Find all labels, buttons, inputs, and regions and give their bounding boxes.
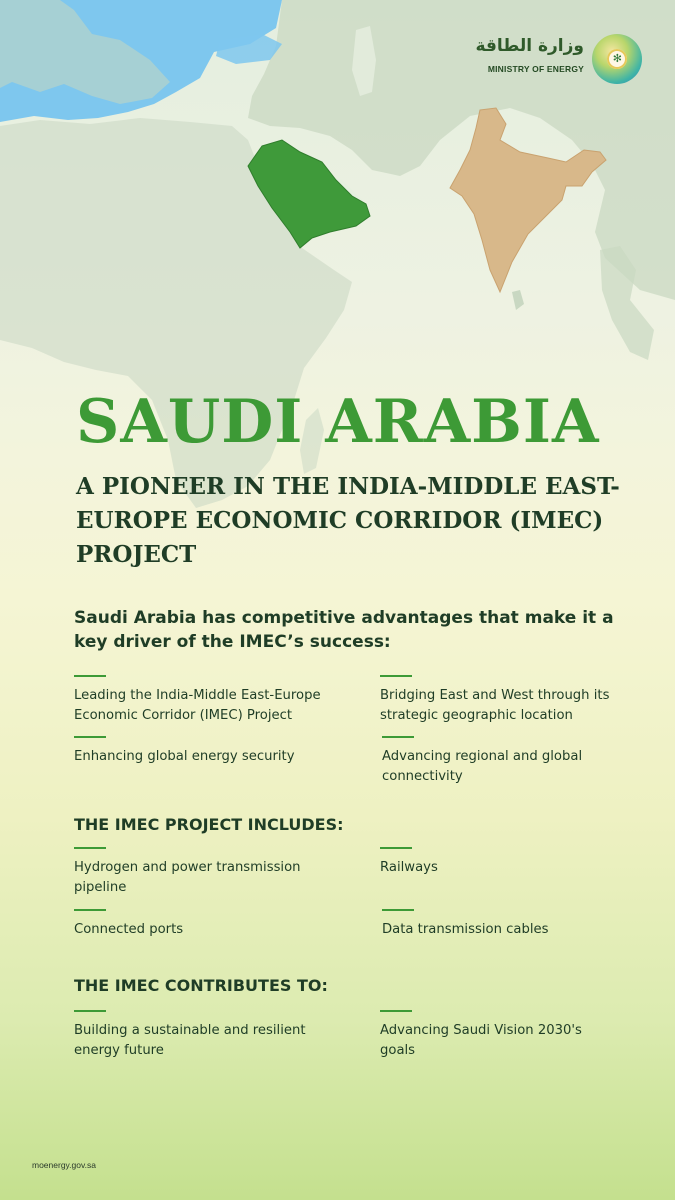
advantage-item [74,675,344,726]
contributes-item [74,1010,334,1061]
advantage-item [74,736,344,767]
advantage-text: Advancing regional and global connectivity [382,749,583,784]
includes-text: Railways [380,860,438,875]
intro-text: Saudi Arabia has competitive advantages that make it a key driver of the IMEC’s success: [74,608,614,652]
divider [380,675,412,677]
ministry-logo [475,34,646,88]
advantage-item [380,675,650,726]
includes-item [382,909,652,940]
includes-text: Connected ports [74,922,184,937]
divider [74,736,106,738]
divider [74,847,106,849]
footer-url: moenergy.gov.sa [32,1160,96,1170]
advantage-item [382,736,632,787]
includes-text: Hydrogen and power transmission pipeline [74,860,301,895]
divider [382,736,414,738]
divider [74,909,106,911]
palm-icon: ✻ [612,52,622,65]
divider [380,1010,412,1012]
advantage-text: Bridging East and West through its strategic geographic location [380,688,610,723]
includes-item [74,847,334,898]
map-sri-lanka [512,290,524,310]
logo-english-text: MINISTRY OF ENERGY [487,64,584,74]
divider [74,675,106,677]
logo-arabic-text: وزارة الطاقة [475,36,584,56]
contributes-text: Advancing Saudi Vision 2030's goals [380,1023,582,1058]
includes-text: Data transmission cables [382,922,549,937]
divider [380,847,412,849]
page-title: SAUDI ARABIA [76,387,600,457]
contributes-heading: THE IMEC CONTRIBUTES TO: [74,976,328,995]
divider [382,909,414,911]
includes-item [74,909,344,940]
advantage-text: Leading the India-Middle East-Europe Economic Corridor (IMEC) Project [74,688,321,723]
contributes-text: Building a sustainable and resilient energy future [74,1023,306,1058]
contributes-item [380,1010,620,1061]
advantage-text: Enhancing global energy security [74,749,295,764]
includes-item [380,847,650,878]
page-subtitle: A PIONEER IN THE INDIA-MIDDLE EAST-EUROPE ECONOMIC CORRIDOR (IMEC) PROJECT [76,473,620,568]
divider [74,1010,106,1012]
includes-heading: THE IMEC PROJECT INCLUDES: [74,815,344,834]
